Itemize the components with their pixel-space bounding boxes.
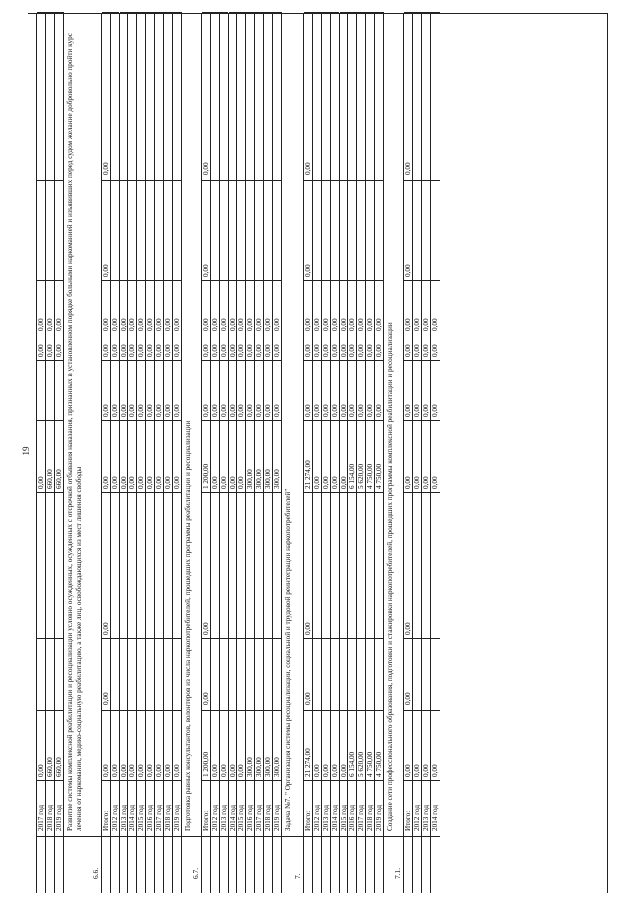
period-cell: 2019 год [273, 805, 281, 831]
amount-cell-c5: 0,00 [348, 404, 357, 417]
amount-cell-c4: 0,00 [164, 476, 172, 489]
amount-cell-c7: 0,00 [228, 318, 237, 331]
period-cell: 2019 год [172, 805, 181, 831]
amount-cell-c4: 0,00 [430, 476, 439, 489]
amount-cell-c4: 21 274,00 [303, 460, 312, 489]
amount-cell-c4: 300,00 [255, 469, 264, 489]
amount-cell-total: 300,00 [255, 757, 264, 777]
period-cell: 2017 год [37, 805, 45, 831]
amount-cell-total: 0,00 [146, 764, 155, 777]
period-cell: Итого: [303, 810, 312, 831]
amount-cell-c4: 0,00 [330, 476, 339, 489]
amount-cell-c4: 0,00 [137, 476, 146, 489]
amount-cell-total: 1 200,00 [201, 751, 210, 777]
amount-cell-c8: 0,00 [101, 264, 110, 277]
amount-cell-total: 0,00 [430, 764, 439, 777]
amount-cell-total: 300,00 [264, 757, 272, 777]
section-description: Развитие системы комплексной реабилитации и ресоциализации условно осужденных, осужденных с отсрочкой отбывания наказания, признанных в установленном порядке больными наркоманией и изъявивших перед судом желание добровольно пройти курс лечения от наркомании, медико-социальную реабилитацию, а также лиц, освобождающихся из мест лишения свободы [65, 33, 83, 831]
amount-cell-c6: 0,00 [264, 344, 272, 357]
amount-cell-c6: 0,00 [201, 344, 210, 357]
amount-cell-c7: 0,00 [357, 318, 366, 331]
amount-cell-c6: 0,00 [357, 344, 366, 357]
amount-cell-c7: 0,00 [264, 318, 272, 331]
period-cell: 2016 год [146, 805, 155, 831]
amount-cell-c6: 0,00 [412, 344, 421, 357]
amount-cell-c4: 5 620,00 [357, 463, 366, 489]
amount-cell-c9: 0,00 [201, 162, 210, 175]
amount-cell-total: 6 154,00 [348, 751, 357, 777]
amount-cell-c5: 0,00 [312, 404, 321, 417]
amount-cell-c4: 1 200,00 [201, 463, 210, 489]
amount-cell-c7: 0,00 [246, 318, 255, 331]
amount-cell-c5: 0,00 [137, 404, 146, 417]
section-number: 6.6. [90, 867, 100, 879]
amount-cell-c7: 0,00 [119, 318, 128, 331]
amount-cell-c4: 0,00 [146, 476, 155, 489]
amount-cell-c4: 0,00 [228, 476, 237, 489]
amount-cell-c5: 0,00 [303, 404, 312, 417]
amount-cell-c7: 0,00 [201, 318, 210, 331]
amount-cell-c6: 0,00 [146, 344, 155, 357]
amount-cell-c6: 0,00 [273, 344, 281, 357]
amount-cell-c4: 300,00 [264, 469, 272, 489]
amount-cell-c5: 0,00 [357, 404, 366, 417]
amount-cell-c6: 0,00 [366, 344, 375, 357]
amount-cell-c6: 0,00 [219, 344, 228, 357]
amount-cell-total: 0,00 [101, 764, 110, 777]
period-cell: 2012 год [312, 805, 321, 831]
period-cell: 2015 год [137, 805, 146, 831]
amount-cell-c7: 0,00 [321, 318, 330, 331]
amount-cell-c4: 0,00 [119, 476, 128, 489]
amount-cell-c7: 0,00 [273, 318, 281, 331]
amount-cell-total: 0,00 [404, 764, 412, 777]
amount-cell-c6: 0,00 [303, 344, 312, 357]
amount-cell-c6: 0,00 [110, 344, 119, 357]
period-cell: Итого: [404, 810, 412, 831]
amount-cell-total: 0,00 [210, 764, 219, 777]
section-description: Создание сети профессионального образования, подготовки и стажировки наркопотребителей, прошедших программы комплексной реабилитации и ресоциализации [386, 322, 394, 831]
period-cell: 2015 год [339, 805, 348, 831]
amount-cell-c5: 0,00 [164, 404, 172, 417]
amount-cell-c4: 0,00 [110, 476, 119, 489]
amount-cell-c4: 4 750,00 [375, 463, 383, 489]
amount-cell-c5: 0,00 [101, 404, 110, 417]
amount-cell-c3: 0,00 [303, 622, 312, 635]
amount-cell-total: 0,00 [164, 764, 172, 777]
amount-cell-c4: 0,00 [404, 476, 412, 489]
amount-cell-c9: 0,00 [303, 162, 312, 175]
amount-cell-c7: 0,00 [312, 318, 321, 331]
amount-cell-c7: 0,00 [101, 318, 110, 331]
amount-cell-c4: 0,00 [237, 476, 246, 489]
page-number: 19 [21, 446, 31, 456]
amount-cell-c5: 0,00 [412, 404, 421, 417]
amount-cell-c6: 0,00 [54, 344, 63, 357]
amount-cell-c2: 0,00 [101, 692, 110, 705]
amount-cell-c7: 0,00 [110, 318, 119, 331]
amount-cell-c6: 0,00 [119, 344, 128, 357]
amount-cell-c4: 300,00 [273, 469, 281, 489]
amount-cell-c4: 0,00 [412, 476, 421, 489]
rotated-table [28, 13, 608, 893]
amount-cell-c7: 0,00 [128, 318, 137, 331]
period-cell: Итого: [201, 810, 210, 831]
amount-cell-c6: 0,00 [128, 344, 137, 357]
amount-cell-total: 300,00 [273, 757, 281, 777]
period-cell: 2018 год [164, 805, 172, 831]
amount-cell-c6: 0,00 [237, 344, 246, 357]
period-cell: 2013 год [321, 805, 330, 831]
period-cell: 2014 год [430, 805, 439, 831]
amount-cell-c6: 0,00 [210, 344, 219, 357]
section-number: 7. [292, 873, 302, 879]
amount-cell-c6: 0,00 [155, 344, 163, 357]
amount-cell-c4: 6 154,00 [348, 463, 357, 489]
amount-cell-c6: 0,00 [330, 344, 339, 357]
amount-cell-c6: 0,00 [172, 344, 181, 357]
amount-cell-c6: 0,00 [375, 344, 383, 357]
period-cell: 2017 год [357, 805, 366, 831]
table-frame [28, 13, 608, 893]
period-cell: 2017 год [255, 805, 264, 831]
amount-cell-c9: 0,00 [101, 162, 110, 175]
period-cell: 2016 год [348, 805, 357, 831]
amount-cell-c4: 0,00 [101, 476, 110, 489]
section-description: Задача №7. " Организация системы ресоциализации, социальной и трудовой реинтеграции наркопотребителей" [283, 488, 292, 831]
amount-cell-c4: 0,00 [339, 476, 348, 489]
period-cell: 2014 год [330, 805, 339, 831]
amount-cell-c4: 0,00 [312, 476, 321, 489]
amount-cell-c6: 0,00 [228, 344, 237, 357]
amount-cell-c5: 0,00 [273, 404, 281, 417]
amount-cell-total: 21 274,00 [303, 748, 312, 777]
section-number: 7.1. [393, 867, 402, 879]
amount-cell-c5: 0,00 [375, 404, 383, 417]
amount-cell-c8: 0,00 [303, 264, 312, 277]
amount-cell-c5: 0,00 [228, 404, 237, 417]
amount-cell-c4: 0,00 [219, 476, 228, 489]
amount-cell-c4: 4 750,00 [366, 463, 375, 489]
amount-cell-c4: 0,00 [321, 476, 330, 489]
period-cell: 2012 год [110, 805, 119, 831]
period-cell: 2016 год [246, 805, 255, 831]
amount-cell-total: 0,00 [421, 764, 430, 777]
amount-cell-total: 4 750,00 [366, 751, 375, 777]
amount-cell-total: 300,00 [246, 757, 255, 777]
amount-cell-c5: 0,00 [430, 404, 439, 417]
section-number: 6.7. [190, 867, 200, 879]
amount-cell-total: 0,00 [37, 764, 45, 777]
amount-cell-c7: 0,00 [237, 318, 246, 331]
amount-cell-c6: 0,00 [246, 344, 255, 357]
amount-cell-c6: 0,00 [37, 344, 45, 357]
amount-cell-c5: 0,00 [201, 404, 210, 417]
amount-cell-c5: 0,00 [172, 404, 181, 417]
amount-cell-c7: 0,00 [146, 318, 155, 331]
amount-cell-c7: 0,00 [45, 318, 54, 331]
amount-cell-c5: 0,00 [155, 404, 163, 417]
amount-cell-c5: 0,00 [237, 404, 246, 417]
amount-cell-total: 0,00 [172, 764, 181, 777]
amount-cell-c3: 0,00 [101, 622, 110, 635]
amount-cell-c2: 0,00 [303, 692, 312, 705]
amount-cell-c5: 0,00 [264, 404, 272, 417]
amount-cell-c8: 0,00 [404, 264, 412, 277]
amount-cell-c3: 0,00 [404, 622, 412, 635]
amount-cell-total: 0,00 [155, 764, 163, 777]
amount-cell-c6: 0,00 [421, 344, 430, 357]
amount-cell-c4: 300,00 [246, 469, 255, 489]
amount-cell-c5: 0,00 [255, 404, 264, 417]
amount-cell-c6: 0,00 [339, 344, 348, 357]
amount-cell-c5: 0,00 [119, 404, 128, 417]
amount-cell-c6: 0,00 [137, 344, 146, 357]
period-cell: 2014 год [128, 805, 137, 831]
amount-cell-total: 0,00 [119, 764, 128, 777]
amount-cell-c4: 0,00 [155, 476, 163, 489]
period-cell: 2013 год [119, 805, 128, 831]
period-cell: 2017 год [155, 805, 163, 831]
amount-cell-c7: 0,00 [164, 318, 172, 331]
amount-cell-c5: 0,00 [321, 404, 330, 417]
period-cell: 2018 год [45, 805, 54, 831]
amount-cell-c5: 0,00 [421, 404, 430, 417]
amount-cell-c2: 0,00 [404, 692, 412, 705]
period-cell: 2018 год [366, 805, 375, 831]
amount-cell-c7: 0,00 [430, 318, 439, 331]
period-cell: 2014 год [228, 805, 237, 831]
amount-cell-c7: 0,00 [54, 318, 63, 331]
period-cell: 2012 год [412, 805, 421, 831]
amount-cell-c6: 0,00 [321, 344, 330, 357]
amount-cell-c9: 0,00 [404, 162, 412, 175]
amount-cell-c3: 0,00 [201, 622, 210, 635]
amount-cell-c7: 0,00 [137, 318, 146, 331]
amount-cell-c4: 0,00 [37, 476, 45, 489]
amount-cell-total: 0,00 [219, 764, 228, 777]
amount-cell-total: 0,00 [137, 764, 146, 777]
amount-cell-c4: 0,00 [210, 476, 219, 489]
amount-cell-c6: 0,00 [45, 344, 54, 357]
period-cell: 2019 год [375, 805, 383, 831]
amount-cell-c7: 0,00 [155, 318, 163, 331]
amount-cell-c7: 0,00 [37, 318, 45, 331]
amount-cell-c7: 0,00 [172, 318, 181, 331]
amount-cell-total: 0,00 [110, 764, 119, 777]
amount-cell-c5: 0,00 [366, 404, 375, 417]
amount-cell-c5: 0,00 [246, 404, 255, 417]
period-cell: 2015 год [237, 805, 246, 831]
amount-cell-c5: 0,00 [339, 404, 348, 417]
period-cell: 2019 год [54, 805, 63, 831]
period-cell: Итого: [101, 810, 110, 831]
amount-cell-total: 0,00 [330, 764, 339, 777]
amount-cell-c5: 0,00 [110, 404, 119, 417]
amount-cell-c6: 0,00 [348, 344, 357, 357]
amount-cell-c4: 660,00 [45, 469, 54, 489]
period-cell: 2018 год [264, 805, 272, 831]
amount-cell-c7: 0,00 [421, 318, 430, 331]
amount-cell-c6: 0,00 [404, 344, 412, 357]
amount-cell-total: 660,00 [45, 757, 54, 777]
section-description: Подготовка равных консультантов, волонтеров из числа наркопотребителей, прошедших программы реабилитации и ресоциализации [183, 420, 192, 831]
amount-cell-c6: 0,00 [164, 344, 172, 357]
amount-cell-c7: 0,00 [210, 318, 219, 331]
amount-cell-c5: 0,00 [219, 404, 228, 417]
amount-cell-c7: 0,00 [303, 318, 312, 331]
amount-cell-total: 4 750,00 [375, 751, 383, 777]
amount-cell-total: 0,00 [412, 764, 421, 777]
amount-cell-c5: 0,00 [210, 404, 219, 417]
amount-cell-c4: 660,00 [54, 469, 63, 489]
amount-cell-total: 0,00 [237, 764, 246, 777]
amount-cell-c5: 0,00 [330, 404, 339, 417]
amount-cell-c4: 0,00 [421, 476, 430, 489]
amount-cell-c7: 0,00 [255, 318, 264, 331]
amount-cell-c7: 0,00 [375, 318, 383, 331]
amount-cell-c6: 0,00 [101, 344, 110, 357]
amount-cell-total: 0,00 [128, 764, 137, 777]
period-cell: 2012 год [210, 805, 219, 831]
period-cell: 2013 год [219, 805, 228, 831]
amount-cell-c7: 0,00 [330, 318, 339, 331]
amount-cell-c6: 0,00 [430, 344, 439, 357]
amount-cell-c7: 0,00 [366, 318, 375, 331]
amount-cell-c5: 0,00 [146, 404, 155, 417]
amount-cell-c5: 0,00 [404, 404, 412, 417]
amount-cell-total: 660,00 [54, 757, 63, 777]
amount-cell-c6: 0,00 [255, 344, 264, 357]
amount-cell-c7: 0,00 [404, 318, 412, 331]
amount-cell-total: 0,00 [228, 764, 237, 777]
amount-cell-total: 0,00 [339, 764, 348, 777]
amount-cell-c7: 0,00 [412, 318, 421, 331]
amount-cell-c4: 0,00 [172, 476, 181, 489]
amount-cell-total: 5 620,00 [357, 751, 366, 777]
period-cell: 2013 год [421, 805, 430, 831]
amount-cell-total: 0,00 [312, 764, 321, 777]
amount-cell-total: 0,00 [321, 764, 330, 777]
amount-cell-c4: 0,00 [128, 476, 137, 489]
amount-cell-c7: 0,00 [339, 318, 348, 331]
amount-cell-c2: 0,00 [201, 692, 210, 705]
amount-cell-c7: 0,00 [219, 318, 228, 331]
amount-cell-c5: 0,00 [128, 404, 137, 417]
amount-cell-c6: 0,00 [312, 344, 321, 357]
amount-cell-c7: 0,00 [348, 318, 357, 331]
amount-cell-c8: 0,00 [201, 264, 210, 277]
